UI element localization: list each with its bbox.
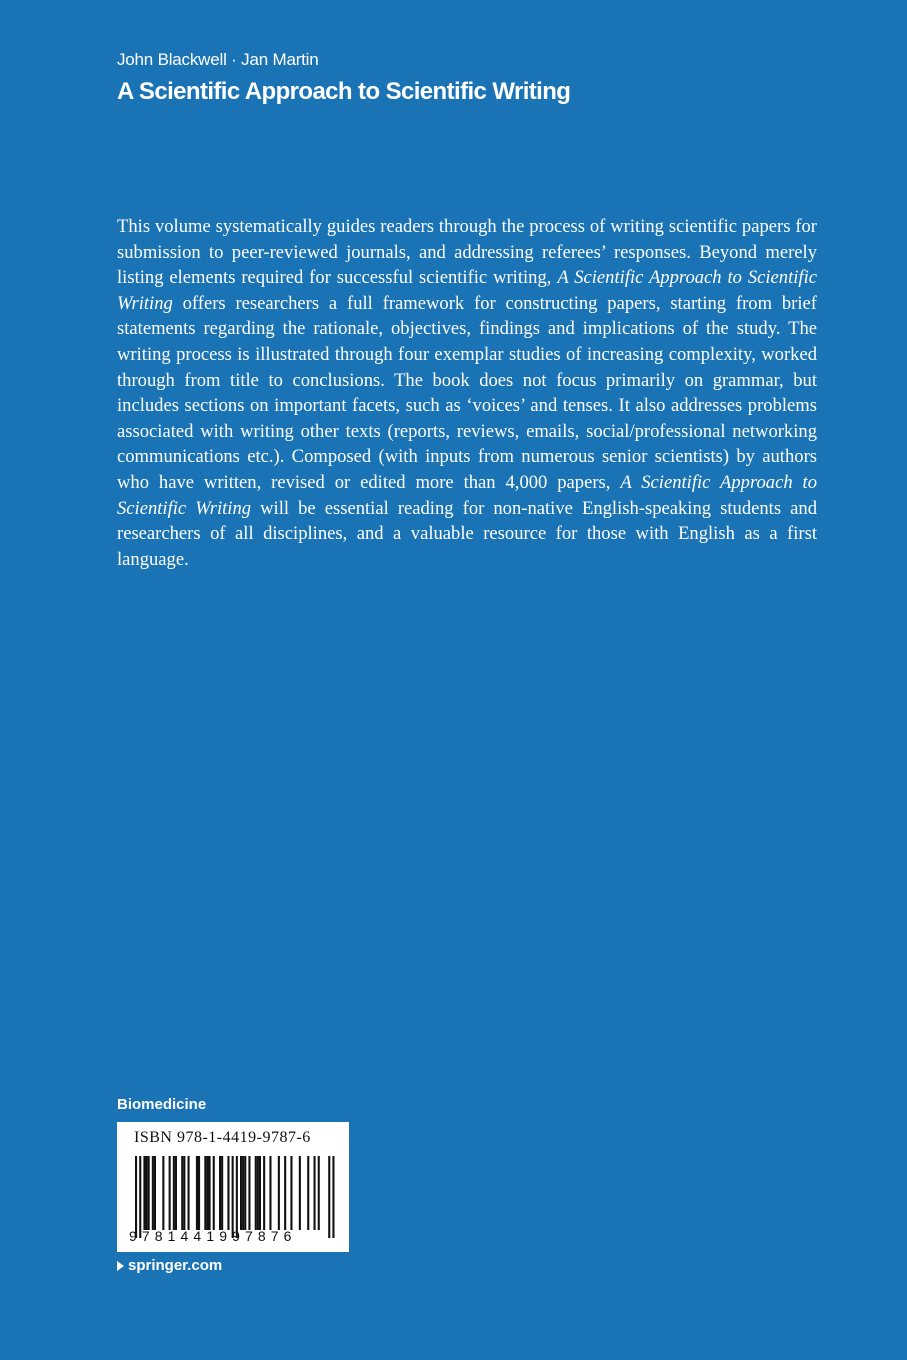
chevron-right-icon xyxy=(117,1261,124,1271)
isbn-barcode-panel xyxy=(117,1122,349,1252)
barcode-bar xyxy=(162,1156,164,1230)
barcode-bar xyxy=(248,1156,250,1230)
description-title-ref-1: A Scientific Approach to Scientific Writing xyxy=(117,267,817,314)
description-text-3: will be essential reading for non-native English-speaking students and researchers of all disciplines, and a valuable resource for those with English as a first language. xyxy=(117,497,817,570)
barcode-bar xyxy=(183,1156,185,1230)
barcode-bar xyxy=(269,1156,271,1230)
barcode-bar xyxy=(219,1156,221,1230)
barcode-bar xyxy=(290,1156,292,1230)
barcode-bar xyxy=(263,1156,265,1230)
barcode-bar xyxy=(204,1156,206,1230)
barcode-bar xyxy=(209,1156,211,1230)
barcode-bar xyxy=(181,1156,183,1230)
barcode-bar xyxy=(244,1156,246,1230)
description-text-1: This volume systematically guides readers through the process of writing scientific papers for submission to peer-reviewed journals, and addressing referees’ responses. Beyond merely listing elements required for successful scientific writing, xyxy=(117,216,817,289)
barcode-bar xyxy=(152,1156,154,1230)
barcode-bar xyxy=(284,1156,286,1230)
barcode-bar xyxy=(206,1156,208,1230)
author-names: John Blackwell · Jan Martin xyxy=(117,50,319,69)
description-text-2: offers researchers a full framework for constructing papers, starting from brief statements regarding the rationale, objectives, findings and implications of the study. The writing process is illustrated through four exemplar studies of increasing complexity, worked through from title to conclusions. The book does not focus primarily on grammar, but includes sections on important facets, such as ‘voices’ and tenses. It also addresses problems associated with writing other texts (reports, reviews, emails, social/professional networking communications etc.). Composed (with inputs from numerous senior scientists) by authors who have written, revised or edited more than 4,000 papers, xyxy=(117,292,817,493)
barcode-bar xyxy=(255,1156,257,1230)
barcode-digits: 9781441997876 xyxy=(129,1228,297,1244)
barcode-bar xyxy=(135,1156,137,1238)
barcode-bar xyxy=(318,1156,320,1230)
barcode-bar xyxy=(154,1156,156,1230)
barcode-bar xyxy=(196,1156,198,1230)
book-title: A Scientific Approach to Scientific Writing xyxy=(117,78,571,105)
barcode-bar xyxy=(332,1156,334,1238)
description-title-ref-2: A Scientific Approach to Scientific Writing xyxy=(117,471,817,519)
subject-category: Biomedicine xyxy=(117,1096,207,1113)
barcode-bar xyxy=(198,1156,200,1230)
barcode-bar xyxy=(227,1156,229,1230)
barcode-bar xyxy=(242,1156,244,1230)
barcode-bar xyxy=(213,1156,215,1230)
publisher-website: springer.com xyxy=(128,1257,223,1274)
book-description xyxy=(117,214,817,572)
barcode-bar xyxy=(314,1156,316,1230)
barcode-bar xyxy=(143,1156,145,1230)
barcode-bar xyxy=(299,1156,301,1230)
barcode-bar xyxy=(232,1156,234,1238)
barcode-bar xyxy=(175,1156,177,1230)
barcode-bar xyxy=(146,1156,148,1230)
barcode-bar xyxy=(307,1156,309,1230)
barcode-bar xyxy=(236,1156,238,1238)
barcode-bar xyxy=(188,1156,190,1230)
barcode-bar xyxy=(259,1156,261,1230)
barcode-bar xyxy=(221,1156,223,1230)
barcode-bar xyxy=(173,1156,175,1230)
barcode-bar xyxy=(328,1156,330,1238)
barcode-bar xyxy=(148,1156,150,1230)
barcode-bar xyxy=(169,1156,171,1230)
barcode-bar xyxy=(278,1156,280,1230)
barcode-bar xyxy=(139,1156,141,1238)
barcode-bar xyxy=(240,1156,242,1230)
barcode-bar xyxy=(257,1156,259,1230)
isbn-label: ISBN 978-1-4419-9787-6 xyxy=(134,1129,311,1146)
publisher-link[interactable] xyxy=(117,1257,222,1274)
